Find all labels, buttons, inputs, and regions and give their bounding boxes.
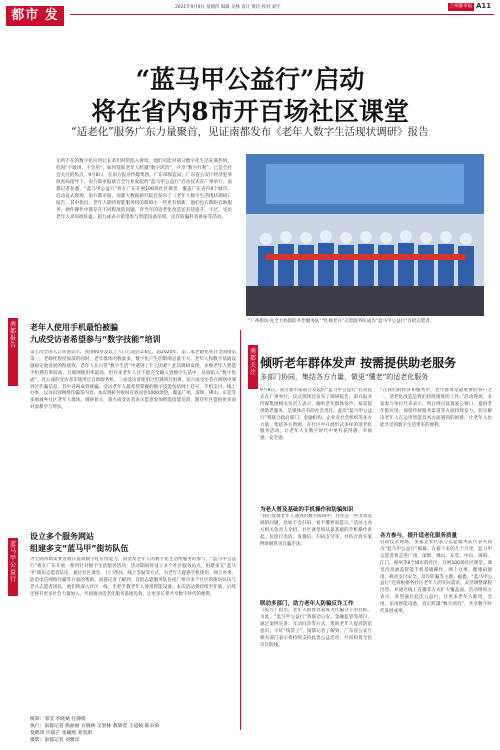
edition-badge: 兰州都市报 (449, 4, 473, 9)
section-1-body: 第七次全国人口普查显示，我国60岁及以上人口已超过2.6亿。超2020年，第二家老龄化率在全国排第第一，老龄化程度加深的同时，老年群体的数量多，数字化产生的影响总量不大。老年人和数字基础设施稳定地发展的衔接效，老年人在日常“数字生活”中遇到了什么困难？此次调研发现，多数老年人智能手机拥有率较高，互联网使用率最高，但许多老年人还不能完全融入到数字生活中，从而陷入“数字焦虑”。近五成的受访者未使用过自助服务机，三成受访者使用过但遇到过困难。超六成受访者在网络中遇到过诈骗信息，其中近两成曾被骗。受访老年人最希望掌握的数字技能包括网上挂号、手机支付、线上办事，以及识别网络诈骗等内容。本次调研共收回有效问卷1000余份，覆盖广州、深圳、佛山、东莞等多地城乡社区老年人群体。调研显示，超九成受访者表示愿意参加智能技能培训，期待社区提供更多面对面教学与帮扶。 (30, 350, 236, 411)
photo-caption: “广州街坊·先全大妈群防共治服务队”“红棉老兵”志愿服务队成为“蓝马甲公益行”首批志愿者。 (248, 319, 435, 324)
section-1-title: 老年人使用手机最怕被骗 (30, 323, 118, 332)
masthead-rule (70, 14, 494, 15)
section-3-col2-body: 启动仪式现场，多家企业代表与志愿服务队代表共同为“蓝马甲公益行”揭幕。在接下来的几个月里，蓝马甲志愿者将走进广州、深圳、佛山、东莞、中山、珠海、江门、惠州等8个城市的社区，开展100场社区课堂。课堂内容涵盖智能手机基础操作、网上办事、健康码使用、移动支付安全、反诈防骗等主题。据悉，“蓝马甲公益行”还将根据各社区老年人的实际需求，灵活调整课程内容，并通过线上直播等方式扩大覆盖面。活动组织方表示，希望通过此次公益行，让更多老年人敢用、会用、乐用智能设备，真正跨越“数字鸿沟”，共享数字时代发展成果。 (380, 540, 492, 615)
credit-line: 统筹：邹莹 李晓斌 任静娇 (30, 717, 86, 722)
credit-line: 莫鹤琪 许筱芒 张毓熙 邓雯蔚 (30, 731, 93, 736)
subheadline: “适老化”服务广东力量聚首，见证南都发布《老年人数字生活现状调研》报告 (71, 126, 429, 138)
headline-line-1: “蓝马甲公益行”启动 (135, 65, 365, 94)
section-3-col2: “在我们的经济和服务中，老年群体是最重要的客户之一，适老化改造是我们持续推进的工作。”活动现场，多家参与单位代表表示，将在网点设置爱心窗口、提供老年版应用、保留传统服务渠道等方面持续发力，切实解决老年人在运用智能技术方面遇到的困难，让老年人也能享受到数字生活带来的便利。 (380, 388, 492, 428)
event-photo-illustration (246, 154, 484, 316)
credit-line: 执行：南都记者 熊丽丽 方晓林 吴梦林 敖锦萱 王道嫣 陈卓俞 (30, 724, 160, 729)
section-2-subtitle: 组建多支“蓝马甲”街坊队伍 (30, 544, 129, 553)
page-number: A11 (476, 2, 492, 10)
section-tag-blue-vest: 蓝马甲公益行 (8, 538, 18, 596)
section-3-col1-heading: 为老人普及基础的手机操作和防骗知识 (260, 507, 354, 513)
section-3-col1-body-2: 《报告》指出，老年人群体容易成为诈骗分子的目标。为此，“蓝马甲公益行”将联动公安、金融监管等部门，通过案例宣讲、互动问答等方式，帮助老年人提高防范意识，守好“钱袋子”。南都记者了解到，广东省公安厅相关部门表示将持续支持此类公益活动，共同构筑全民反诈防线。 (260, 608, 372, 648)
section-3-col1: 9月8日，南方都市报联合发起的“蓝马甲公益行”启动仪式在广州举行，仪式现场还发布了调研报告。南方报业传媒集团相关负责人表示，倾听老年群体发声，按需提供助老服务，是媒体应有的社会责任。此次“蓝马甲公益行”将联合政府部门、金融机构、企业及社会组织等多方力量，集结各方资源，在社区中开展形式多样的适老化服务活动，让老年人在数字时代中更有获得感、幸福感、安全感。 (260, 388, 372, 442)
section-3-col1-heading-2: 联动多部门，助力老年人防骗反诈工作 (260, 601, 354, 607)
section-2-title: 设立多个服务网站 (30, 532, 94, 541)
section-tag-focus: 南都关注 (248, 345, 258, 389)
section-3-col2-heading: 各方参与，提升适老化服务质量 (380, 533, 458, 539)
section-3-col1-body: “我们发现老年人遇到的数字障碍中，往往是一些非常基础的问题，比如不会扫码、看不懂界面提示。”活动主办方相关负责人介绍，社区课堂将从最基础的手机操作讲起，包括打电话、发微信、扫码支付等，并结合真实案例讲解常见诈骗手法。 (260, 514, 372, 547)
section-3-subtitle: 多部门协同，集结各方力量，做更“懂老”的适老化服务 (260, 373, 429, 381)
section-3-title: 倾听老年群体发声 按需提供助老服务 (260, 356, 457, 370)
section-tag-report: 南都报告 (8, 318, 18, 386)
masthead (0, 0, 500, 43)
column-divider (240, 330, 241, 730)
headline-line-2: 将在省内8市开百场社区课堂 (91, 97, 409, 126)
credit-line: 摄影：南都记者 刘雅洋 (30, 738, 80, 743)
section-2-body: 为全面帮助需要者收在提高数字化应用能力，国金及老年人的数字化生活给服务的参与，“蓝马甲公益行”将在广东开展一系列针对数字生活服务活动，活动期间将设立多个社区服务站点，组建多支“蓝马甲”街坊志愿者队伍，通过社区课堂、上门帮扶、线上答疑等方式，为老年人提供手机使用、网上办事、防范电信网络诈骗等方面的帮助。南都记者了解到，首批志愿服务队包括广州市多个社区的街坊队伍与老兵志愿者团队，他们将深入社区一线，手把手教老年人使用智能设备。本次活动将持续至年底，后续还将有更多社会力量加入，共同推动适老化服务落地见效，让更多长辈共享数字时代的便利。 (30, 557, 236, 597)
event-photo (246, 154, 484, 316)
credits (30, 716, 236, 744)
masthead-meta: 2021年9月9日 星期四 编辑 吴林 设计 黄玲 校对 刘宇 (175, 5, 281, 10)
section-label: 都市 发布 (6, 6, 64, 26)
lead-paragraph: 无所不在的数字化应用让长辈们时常陷入窘境，他们可能对部分数字化生活充满热情，但因“不敢用、不会用”，如何帮助老年人跨越“数字鸿沟”，共享“数字红利”，已是全社会关注的焦点。9月8日，在南方报业传媒集团、广东部保监局、广东省公安厅经济犯罪侦查局指导下，南方都市报联合全行业发起的“蓝马甲公益行”启动仪式在广州举行。南都记者获悉，“蓝马甲公益行”将在广东开展100场社区课堂，覆盖广东省内8个城市。启动仪式现场，南方都市报、南都大数据研究院还发布了《老年人数字生活现状调研》报告，其中指出，老年人期待智能服务机的障碍小一些更有创新，他们也在期盼自助服务，硬件操作中都存在不同程度的问题，咨当年的适老化改造还有待提升。不过，受访老年人求知欲旺盛，超九成表示希望参与智能设备培训，反诈防骗科普讲座等活动。 (56, 159, 232, 220)
section-1-subtitle: 九成受访者希望参与“数字技能”培训 (30, 335, 161, 344)
